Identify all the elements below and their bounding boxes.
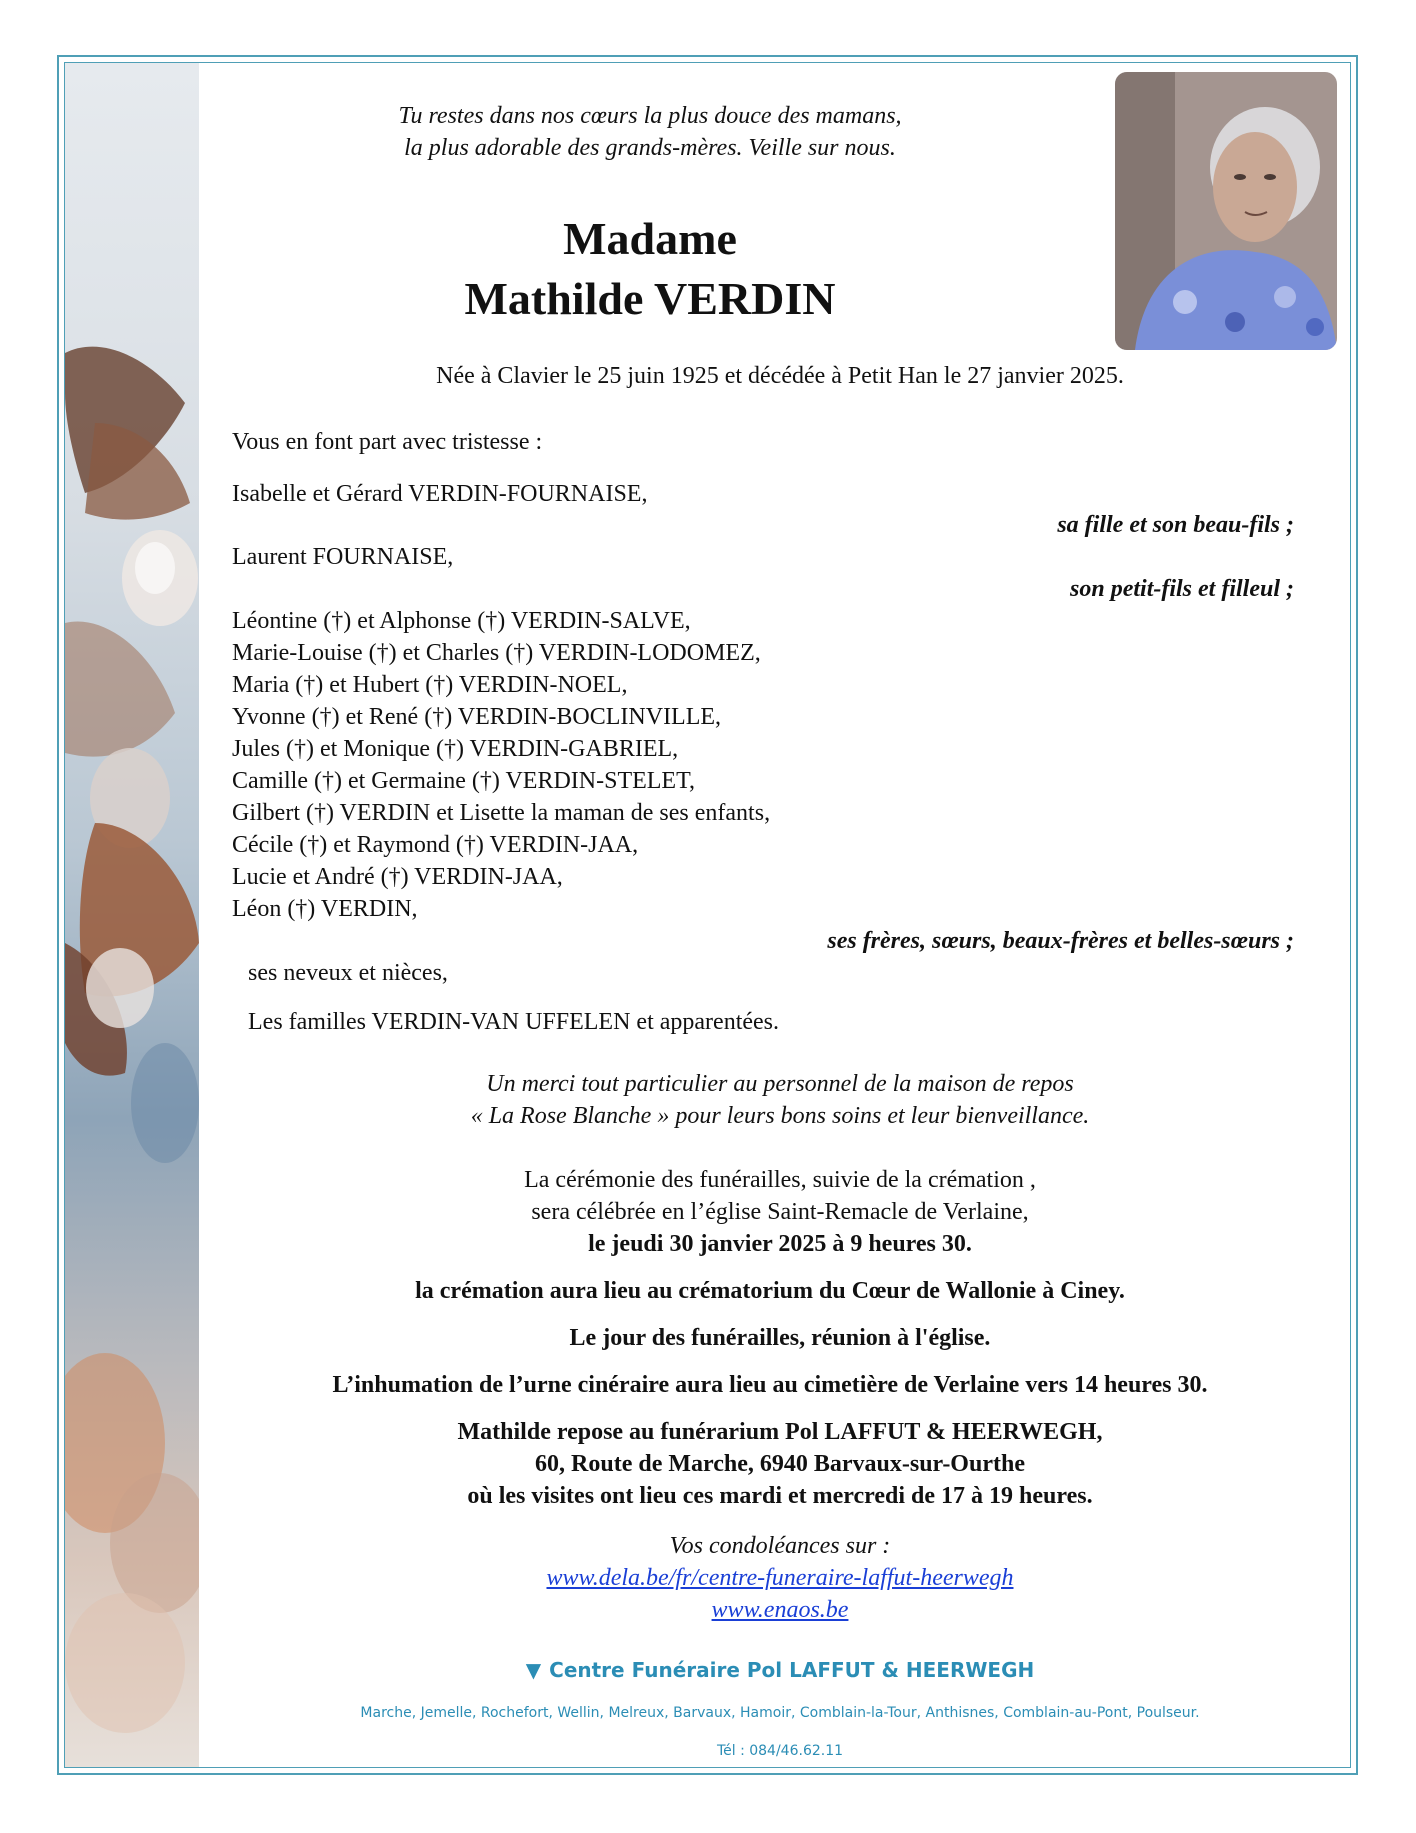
sibling-line: Maria (†) et Hubert (†) VERDIN-NOEL, xyxy=(232,672,628,698)
decorative-side-image xyxy=(65,63,199,1767)
portrait-illustration xyxy=(1115,72,1337,350)
sibling-line: Jules (†) et Monique (†) VERDIN-GABRIEL, xyxy=(232,736,679,762)
nephews-line: ses neveux et nièces, xyxy=(248,960,448,986)
sibling-line: Yvonne (†) et René (†) VERDIN-BOCLINVILLE, xyxy=(232,704,722,730)
rest-line-2: 60, Route de Marche, 6940 Barvaux-sur-Ourthe xyxy=(535,1451,1025,1477)
birth-death-line: Née à Clavier le 25 juin 1925 et décédée à Petit Han le 27 janvier 2025. xyxy=(436,363,1124,389)
ceremony-date: le jeudi 30 janvier 2025 à 9 heures 30. xyxy=(588,1231,972,1257)
honorific: Madame xyxy=(563,213,737,264)
footer-locations: Marche, Jemelle, Rochefort, Wellin, Melreux, Barvaux, Hamoir, Comblain-la-Tour, Anthisnes, Comblain-au-Pont, Poulseur. xyxy=(360,1705,1200,1721)
rest-line-1: Mathilde repose au funérarium Pol LAFFUT & HEERWEGH, xyxy=(457,1419,1103,1445)
siblings-relation: ses frères, sœurs, beaux-frères et belles-sœurs ; xyxy=(827,928,1294,954)
portrait-photo xyxy=(1115,72,1337,350)
triangle-down-icon: ▼ xyxy=(525,1658,542,1682)
condolences-link-enaos[interactable]: www.enaos.be xyxy=(711,1597,849,1623)
ceremony-line-1: La cérémonie des funérailles, suivie de la crémation , xyxy=(524,1167,1036,1193)
thanks-line-2: « La Rose Blanche » pour leurs bons soins et leur bienveillance. xyxy=(470,1103,1090,1129)
announcement-intro: Vous en font part avec tristesse : xyxy=(232,429,543,455)
rest-line-3: où les visites ont lieu ces mardi et mercredi de 17 à 19 heures. xyxy=(467,1483,1093,1509)
daughter-relation: sa fille et son beau-fils ; xyxy=(1057,512,1294,538)
footer-company xyxy=(300,1656,1260,1684)
condolences-link-enaos-wrap xyxy=(300,1594,1260,1626)
sibling-line: Léon (†) VERDIN, xyxy=(232,896,418,922)
grandson-line: Laurent FOURNAISE, xyxy=(232,544,454,570)
cremation-line: la crémation aura lieu au crématorium du Cœur de Wallonie à Ciney. xyxy=(415,1278,1125,1304)
sibling-line: Lucie et André (†) VERDIN-JAA, xyxy=(232,864,563,890)
frozen-leaves-illustration xyxy=(65,63,199,1767)
footer-company-name: Centre Funéraire Pol LAFFUT & HEERWEGH xyxy=(549,1658,1035,1682)
sibling-line: Marie-Louise (†) et Charles (†) VERDIN-LODOMEZ, xyxy=(232,640,761,666)
sibling-line: Camille (†) et Germaine (†) VERDIN-STELET, xyxy=(232,768,695,794)
sibling-line: Léontine (†) et Alphonse (†) VERDIN-SALVE, xyxy=(232,608,691,634)
condolences-link-dela[interactable]: www.dela.be/fr/centre-funeraire-laffut-heerwegh xyxy=(546,1565,1014,1591)
epitaph-line-2: la plus adorable des grands-mères. Veille sur nous. xyxy=(404,135,896,161)
sibling-line: Gilbert (†) VERDIN et Lisette la maman de ses enfants, xyxy=(232,800,771,826)
inhumation-line: L’inhumation de l’urne cinéraire aura lieu au cimetière de Verlaine vers 14 heures 30. xyxy=(332,1372,1208,1398)
sibling-line: Cécile (†) et Raymond (†) VERDIN-JAA, xyxy=(232,832,639,858)
families-line: Les familles VERDIN-VAN UFFELEN et apparentées. xyxy=(248,1009,779,1035)
condolences-link-dela-wrap xyxy=(300,1562,1260,1594)
ceremony-line-2: sera célébrée en l’église Saint-Remacle de Verlaine, xyxy=(531,1199,1029,1225)
footer-phone: Tél : 084/46.62.11 xyxy=(716,1743,844,1759)
grandson-relation: son petit-fils et filleul ; xyxy=(1070,576,1294,602)
daughter-line: Isabelle et Gérard VERDIN-FOURNAISE, xyxy=(232,481,648,507)
meeting-line: Le jour des funérailles, réunion à l'église. xyxy=(569,1325,991,1351)
condolences-label: Vos condoléances sur : xyxy=(669,1533,891,1559)
deceased-name: Mathilde VERDIN xyxy=(464,273,836,324)
epitaph-line-1: Tu restes dans nos cœurs la plus douce des mamans, xyxy=(398,103,902,129)
thanks-line-1: Un merci tout particulier au personnel de la maison de repos xyxy=(486,1071,1074,1097)
